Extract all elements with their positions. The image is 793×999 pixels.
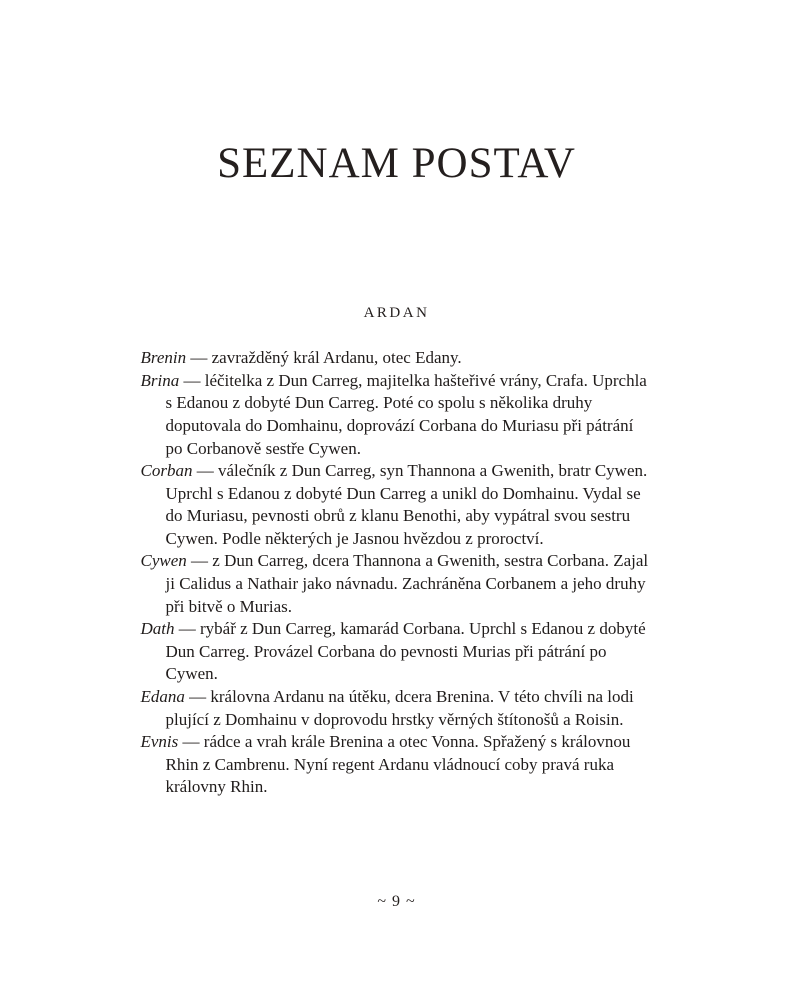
character-name: Dath [140,619,175,639]
em-dash-separator: — [191,551,209,571]
character-entry [141,618,653,686]
character-name: Cywen [140,551,187,571]
character-entry [141,550,653,618]
character-name: Corban [140,461,193,481]
em-dash-separator: — [178,619,196,639]
character-description: královna Ardanu na útěku, dcera Brenina. V této chvíli na lodi plující z Domhainu v doprovodu hrstky věrných štítonošů a Roisin. [165,687,634,729]
em-dash-separator: — [190,348,208,368]
character-description: léčitelka z Dun Carreg, majitelka hašteřivé vrány, Crafa. Uprchla s Edanou z dobyté Dun Carreg. Poté co spolu s několika druhy doputovala do Domhainu, doprovází Corbana do Muriasu při pátrání po Corbanově sestře Cywen. [165,370,647,458]
character-name: Brenin [140,348,187,368]
page-title: SEZNAM POSTAV [217,140,576,187]
character-description: z Dun Carreg, dcera Thannona a Gwenith, sestra Corbana. Zajal ji Calidus a Nathair jako návnadu. Zachráněna Corbanem a jeho druhy při bitvě o Murias. [165,551,649,616]
section-heading: ARDAN [363,305,430,322]
page-number: ~ 9 ~ [377,893,416,910]
character-entry [141,731,653,799]
em-dash-separator: — [189,687,207,707]
character-description: rádce a vrah krále Brenina a otec Vonna. Spřažený s královnou Rhin z Cambrenu. Nyní regent Ardanu vládnoucí coby pravá ruka královny Rhin. [165,732,631,797]
character-entry [141,347,653,370]
character-name: Evnis [140,732,179,752]
em-dash-separator: — [182,732,200,752]
character-description: zavražděný král Ardanu, otec Edany. [211,348,462,368]
character-entry [141,686,653,731]
em-dash-separator: — [196,461,214,481]
character-entry [141,370,653,460]
character-list [141,347,653,799]
em-dash-separator: — [183,370,201,390]
character-name: Edana [140,687,185,707]
character-description: válečník z Dun Carreg, syn Thannona a Gwenith, bratr Cywen. Uprchl s Edanou z dobyté Dun Carreg a unikl do Domhainu. Vydal se do Muriasu, pevnosti obrů z klanu Benothi, aby vypátral svou sestru Cywen. Podle některých je Jasnou hvězdou z proroctví. [165,461,648,548]
character-entry [141,460,653,550]
character-name: Brina [140,370,180,390]
character-description: rybář z Dun Carreg, kamarád Corbana. Uprchl s Edanou z dobyté Dun Carreg. Provázel Corbana do pevnosti Murias při pátrání po Cywen. [165,619,646,684]
